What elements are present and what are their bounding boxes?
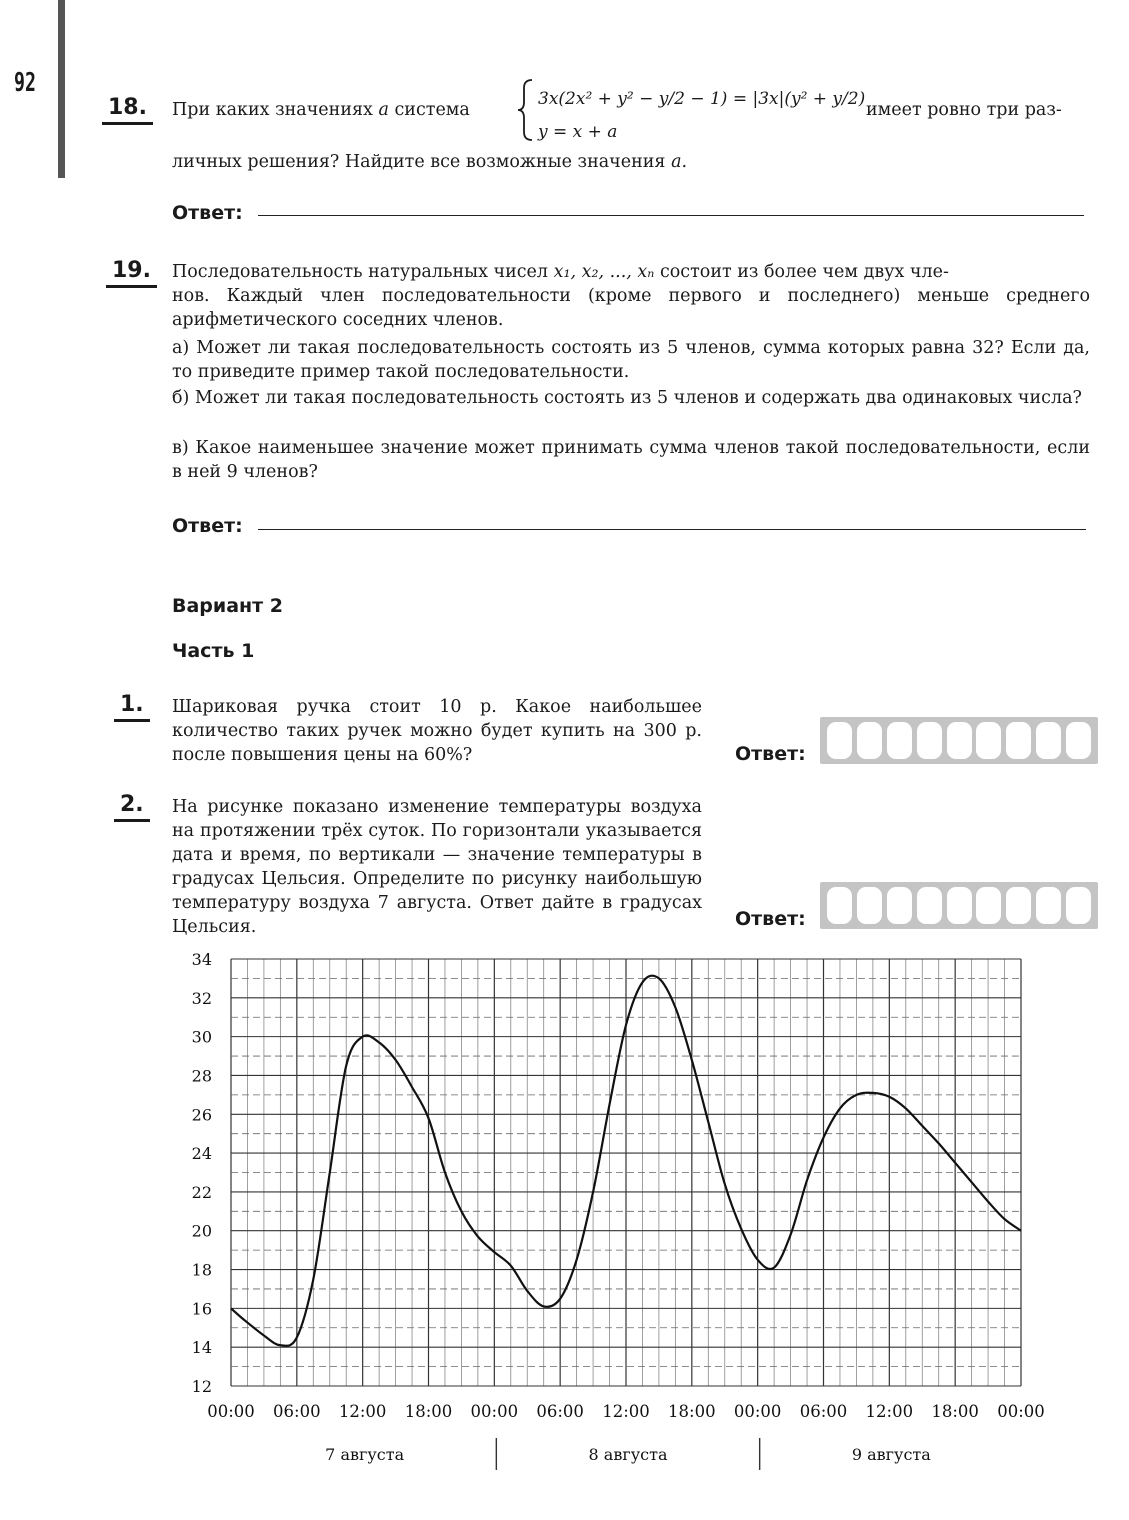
x-axis-tick-labels (207, 1402, 1045, 1421)
day-label: 8 августа (588, 1445, 668, 1464)
y-tick-label: 16 (191, 1299, 212, 1319)
x-tick-label: 00:00 (470, 1402, 519, 1421)
x-tick-label: 12:00 (865, 1402, 914, 1421)
x-tick-label: 06:00 (536, 1402, 584, 1421)
system-brace (516, 78, 536, 142)
x-tick-label: 00:00 (207, 1402, 255, 1421)
task-19-part-c: в) Какое наименьшее значение может принимать сумма членов такой последовательности, если в ней 9 членов? (172, 438, 1090, 482)
day-label: 9 августа (851, 1445, 931, 1464)
task-18-text-after: имеет ровно три раз- (866, 100, 1062, 120)
task-1-text: Шариковая ручка стоит 10 р. Какое наибольшее количество таких ручек можно будет купить на 300 р. после повышения цены на 60%? (172, 697, 702, 765)
x-tick-label: 18:00 (931, 1402, 979, 1421)
variant-title: Вариант 2 (172, 595, 284, 617)
y-tick-label: 34 (191, 950, 212, 969)
task-19-part-b: б) Может ли такая последовательность состоять из 5 членов и содержать два одинаковых числа? (172, 388, 1082, 408)
task-19-intro-line-1: Последовательность натуральных чисел x₁, x₂, ..., xₙ состоит из более чем двух чле- (172, 262, 949, 282)
system-equation-1: 3x(2x² + y² − y/2 − 1) = |3x|(y² + y/2) (538, 89, 866, 109)
part-title: Часть 1 (172, 640, 255, 662)
task-2-number: 2. (120, 792, 144, 817)
x-tick-label: 18:00 (404, 1402, 453, 1421)
x-tick-label: 00:00 (733, 1402, 782, 1421)
y-tick-label: 12 (191, 1377, 212, 1396)
task-18-line-2: личных решения? Найдите все возможные значения a. (172, 152, 688, 172)
x-tick-label: 00:00 (997, 1402, 1045, 1421)
task-18-text-before: При каких значениях a система (172, 100, 470, 120)
task-19-answer-line[interactable] (258, 529, 1086, 530)
day-label: 7 августа (325, 1445, 405, 1464)
system-equation-2: y = x + a (538, 122, 618, 142)
task-1-answer-label: Ответ: (735, 743, 806, 765)
margin-bar (58, 0, 65, 178)
task-18-answer-label: Ответ: (172, 202, 243, 224)
task-18-answer-line[interactable] (258, 215, 1084, 216)
page-number: 92 (14, 68, 36, 98)
x-tick-label: 06:00 (273, 1402, 321, 1421)
x-tick-label: 12:00 (338, 1402, 387, 1421)
task-19-intro-rest: нов. Каждый член последовательности (кроме первого и последнего) меньше среднего арифметического соседних членов. (172, 286, 1090, 330)
task-19-part-a: а) Может ли такая последовательность состоять из 5 членов, сумма которых равна 32? Если да, то приведите пример такой последовательности. (172, 338, 1090, 382)
task-19-number: 19. (112, 258, 151, 283)
x-tick-label: 06:00 (799, 1402, 848, 1421)
y-tick-label: 22 (191, 1182, 212, 1202)
y-tick-label: 26 (191, 1105, 212, 1125)
day-labels (325, 1445, 931, 1464)
task-18-number: 18. (108, 95, 147, 120)
y-tick-label: 14 (191, 1338, 212, 1358)
task-2-answer-boxes[interactable] (820, 882, 1098, 929)
y-tick-label: 30 (191, 1027, 212, 1047)
x-tick-label: 12:00 (602, 1402, 650, 1421)
y-tick-label: 28 (191, 1066, 212, 1086)
y-tick-label: 18 (191, 1260, 212, 1280)
task-2-answer-label: Ответ: (735, 908, 806, 930)
y-tick-label: 20 (191, 1221, 212, 1241)
x-tick-label: 18:00 (668, 1402, 716, 1421)
y-axis-tick-labels (192, 950, 212, 1396)
task-19-answer-label: Ответ: (172, 515, 243, 537)
y-tick-label: 32 (191, 988, 212, 1008)
task-1-answer-boxes[interactable] (820, 717, 1098, 764)
temperature-chart (0, 940, 1129, 1480)
task-2-text: На рисунке показано изменение температуры воздуха на протяжении трёх суток. По горизонтали указывается дата и время, по вертикали — значение температуры в градусах Цельсия. Определите по рисунку наибольшую температуру воздуха 7 августа. Ответ дайте в градусах Цельсия. (172, 797, 702, 937)
y-tick-label: 24 (191, 1144, 212, 1164)
task-1-number: 1. (120, 692, 144, 717)
